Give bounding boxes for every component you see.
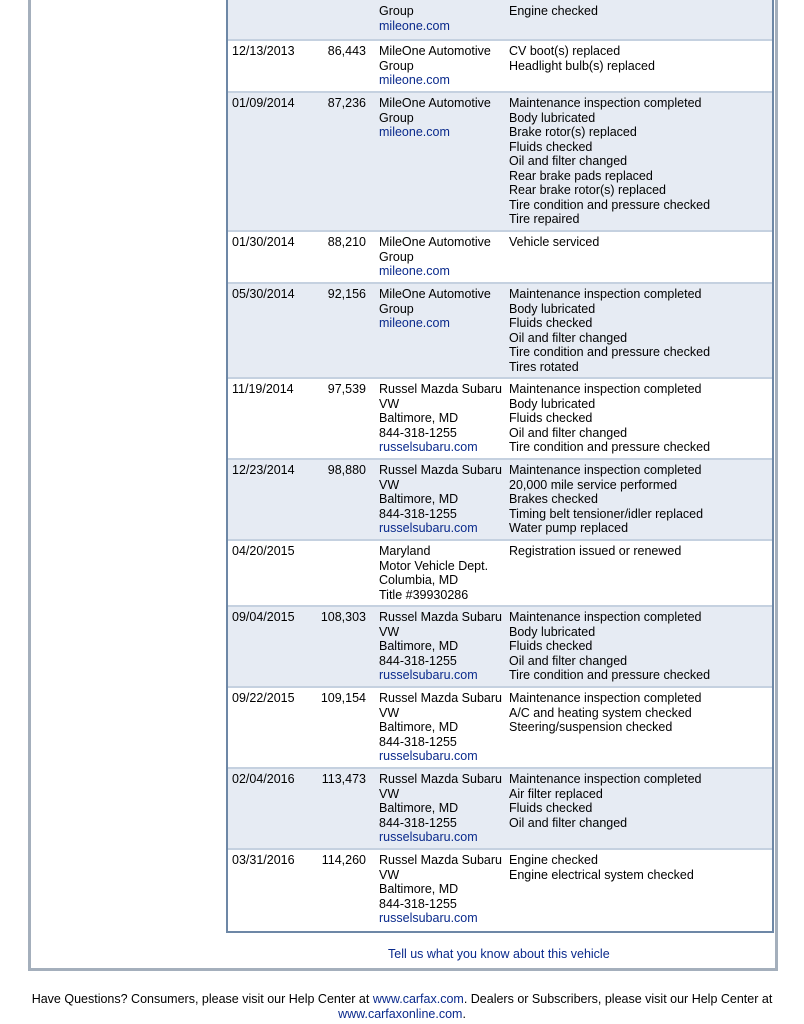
- source-line: VW: [379, 786, 400, 801]
- record-date: 04/20/2015: [232, 544, 295, 558]
- record-date: 09/04/2015: [232, 610, 295, 624]
- source-line: Russel Mazda Subaru: [379, 463, 502, 477]
- detail-line: Maintenance inspection completed: [509, 287, 702, 301]
- record-source: [379, 4, 450, 33]
- detail-line: Engine electrical system checked: [509, 867, 694, 882]
- record-source: [379, 96, 491, 140]
- record-odometer: 114,260: [321, 853, 366, 867]
- detail-line: A/C and heating system checked: [509, 705, 692, 720]
- record-details: [509, 4, 598, 19]
- service-history-table: [226, 0, 774, 933]
- detail-line: Body lubricated: [509, 110, 596, 125]
- detail-line: Tires rotated: [509, 359, 579, 374]
- record-date: 05/30/2014: [232, 287, 295, 301]
- table-row: [228, 93, 772, 232]
- detail-line: Maintenance inspection completed: [509, 463, 702, 477]
- source-line: Baltimore, MD: [379, 801, 459, 815]
- source-line: VW: [379, 867, 400, 882]
- record-source: [379, 691, 502, 764]
- source-line: 844-318-1255: [379, 896, 457, 911]
- source-line: MileOne Automotive: [379, 44, 491, 58]
- detail-line: Maintenance inspection completed: [509, 772, 702, 786]
- record-date: 11/19/2014: [232, 382, 294, 396]
- record-details: [509, 463, 703, 536]
- record-source: [379, 44, 491, 88]
- source-website-link[interactable]: russelsubaru.com: [379, 440, 478, 454]
- table-row: [228, 541, 772, 607]
- record-details: [509, 287, 710, 374]
- record-details: [509, 691, 701, 735]
- source-website-link[interactable]: mileone.com: [379, 18, 450, 33]
- detail-line: Fluids checked: [509, 316, 593, 330]
- footer-text-2: . Dealers or Subscribers, please visit our Help Center at: [463, 992, 773, 1006]
- detail-line: Maintenance inspection completed: [509, 382, 702, 396]
- detail-line: Registration issued or renewed: [509, 544, 682, 558]
- record-date: 12/13/2013: [232, 44, 295, 58]
- source-line: VW: [379, 396, 400, 411]
- record-odometer: 86,443: [327, 44, 366, 58]
- source-website-link[interactable]: russelsubaru.com: [379, 521, 478, 535]
- detail-line: Maintenance inspection completed: [509, 610, 702, 624]
- source-line: Maryland: [379, 544, 431, 558]
- record-odometer: 108,303: [320, 610, 366, 624]
- detail-line: Brakes checked: [509, 492, 598, 506]
- detail-line: Headlight bulb(s) replaced: [509, 58, 655, 73]
- record-date: 01/09/2014: [232, 96, 295, 110]
- footer-text-1: Have Questions? Consumers, please visit our Help Center at: [31, 992, 373, 1006]
- detail-line: Body lubricated: [509, 624, 596, 639]
- detail-line: Oil and filter changed: [509, 154, 628, 168]
- detail-line: Air filter replaced: [509, 786, 603, 801]
- source-website-link[interactable]: russelsubaru.com: [379, 749, 478, 763]
- detail-line: Body lubricated: [509, 301, 596, 316]
- record-odometer: 113,473: [321, 772, 366, 786]
- detail-line: Fluids checked: [509, 139, 593, 154]
- source-line: MileOne Automotive: [379, 287, 491, 301]
- detail-line: Tire condition and pressure checked: [509, 668, 711, 682]
- record-source: [379, 235, 491, 279]
- source-line: 844-318-1255: [379, 653, 457, 668]
- detail-line: Tire condition and pressure checked: [509, 440, 711, 454]
- detail-line: Steering/suspension checked: [509, 720, 673, 734]
- source-line: 844-318-1255: [379, 506, 457, 521]
- record-date: 12/23/2014: [232, 463, 295, 477]
- detail-line: Body lubricated: [509, 396, 596, 411]
- source-line: Baltimore, MD: [379, 411, 459, 425]
- source-line: Title #39930286: [379, 587, 469, 602]
- detail-line: Water pump replaced: [509, 521, 629, 535]
- record-date: 01/30/2014: [232, 235, 295, 249]
- detail-line: Oil and filter changed: [509, 330, 628, 345]
- source-line: Russel Mazda Subaru: [379, 382, 502, 396]
- table-row: [228, 850, 772, 931]
- record-odometer: 92,156: [327, 287, 366, 301]
- table-row: [228, 284, 772, 379]
- source-line: MileOne Automotive: [379, 235, 491, 249]
- detail-line: Vehicle serviced: [509, 235, 600, 249]
- source-line: VW: [379, 477, 400, 492]
- source-line: Group: [379, 4, 414, 18]
- source-line: Motor Vehicle Dept.: [379, 558, 489, 573]
- table-row: [228, 379, 772, 460]
- footer: [0, 992, 804, 1022]
- detail-line: Tire condition and pressure checked: [509, 345, 711, 359]
- record-odometer: 88,210: [327, 235, 366, 249]
- source-website-link[interactable]: russelsubaru.com: [379, 668, 478, 682]
- source-line: Baltimore, MD: [379, 720, 459, 734]
- record-source: [379, 287, 491, 331]
- source-line: 844-318-1255: [379, 734, 457, 749]
- detail-line: Rear brake pads replaced: [509, 168, 653, 183]
- record-source: [379, 853, 502, 926]
- source-line: Baltimore, MD: [379, 639, 459, 653]
- detail-line: Oil and filter changed: [509, 425, 628, 440]
- table-row: [228, 607, 772, 688]
- source-line: Russel Mazda Subaru: [379, 853, 502, 867]
- detail-line: Tire condition and pressure checked: [509, 197, 711, 212]
- table-row: [228, 232, 772, 284]
- carfaxonline-link[interactable]: www.carfaxonline.com: [338, 1007, 463, 1021]
- detail-line: Engine checked: [509, 4, 598, 18]
- detail-line: Rear brake rotor(s) replaced: [509, 183, 667, 197]
- table-row: [228, 769, 772, 850]
- source-line: VW: [379, 624, 400, 639]
- record-details: [509, 235, 599, 250]
- record-odometer: 87,236: [327, 96, 366, 110]
- record-details: [509, 44, 655, 73]
- record-date: 03/31/2016: [232, 853, 295, 867]
- record-odometer: 98,880: [327, 463, 366, 477]
- detail-line: Engine checked: [509, 853, 598, 867]
- record-source: [379, 610, 502, 683]
- source-line: MileOne Automotive: [379, 96, 491, 110]
- record-source: [379, 463, 502, 536]
- source-website-link[interactable]: russelsubaru.com: [379, 830, 478, 844]
- carfax-link[interactable]: www.carfax.com: [372, 992, 464, 1006]
- source-line: Group: [379, 110, 414, 125]
- source-line: Russel Mazda Subaru: [379, 691, 502, 705]
- source-website-link[interactable]: mileone.com: [379, 125, 450, 139]
- table-row: [228, 0, 772, 41]
- table-row: [228, 41, 772, 93]
- record-details: [509, 96, 710, 227]
- record-date: 02/04/2016: [232, 772, 295, 786]
- detail-line: Tire repaired: [509, 212, 580, 226]
- record-details: [509, 772, 701, 830]
- record-source: [379, 382, 502, 455]
- table-row: [228, 460, 772, 541]
- detail-line: Fluids checked: [509, 411, 593, 425]
- source-line: Columbia, MD: [379, 573, 459, 587]
- record-details: [509, 610, 710, 683]
- record-date: 09/22/2015: [232, 691, 295, 705]
- source-line: Baltimore, MD: [379, 492, 459, 506]
- detail-line: Maintenance inspection completed: [509, 691, 702, 705]
- table-row: [228, 688, 772, 769]
- source-website-link[interactable]: mileone.com: [379, 73, 450, 87]
- record-odometer: 97,539: [327, 382, 366, 396]
- tell-us-link[interactable]: Tell us what you know about this vehicle: [388, 947, 610, 961]
- source-line: Russel Mazda Subaru: [379, 610, 502, 624]
- source-line: Group: [379, 301, 414, 316]
- detail-line: Fluids checked: [509, 801, 593, 815]
- detail-line: CV boot(s) replaced: [509, 44, 621, 58]
- record-details: [509, 544, 681, 559]
- detail-line: Brake rotor(s) replaced: [509, 125, 637, 139]
- footer-text-3: .: [462, 1007, 466, 1021]
- record-source: [379, 772, 502, 845]
- source-line: Russel Mazda Subaru: [379, 772, 502, 786]
- source-line: Group: [379, 249, 414, 264]
- source-line: 844-318-1255: [379, 425, 457, 440]
- record-details: [509, 382, 710, 455]
- source-line: Baltimore, MD: [379, 882, 459, 896]
- record-details: [509, 853, 694, 882]
- source-website-link[interactable]: mileone.com: [379, 264, 450, 278]
- detail-line: 20,000 mile service performed: [509, 477, 678, 492]
- detail-line: Oil and filter changed: [509, 815, 628, 830]
- detail-line: Timing belt tensioner/idler replaced: [509, 506, 704, 521]
- record-source: [379, 544, 488, 602]
- detail-line: Oil and filter changed: [509, 653, 628, 668]
- detail-line: Fluids checked: [509, 639, 593, 653]
- source-website-link[interactable]: russelsubaru.com: [379, 911, 478, 925]
- source-line: 844-318-1255: [379, 815, 457, 830]
- source-website-link[interactable]: mileone.com: [379, 316, 450, 330]
- source-line: VW: [379, 705, 400, 720]
- record-odometer: 109,154: [320, 691, 366, 705]
- detail-line: Maintenance inspection completed: [509, 96, 702, 110]
- source-line: Group: [379, 58, 414, 73]
